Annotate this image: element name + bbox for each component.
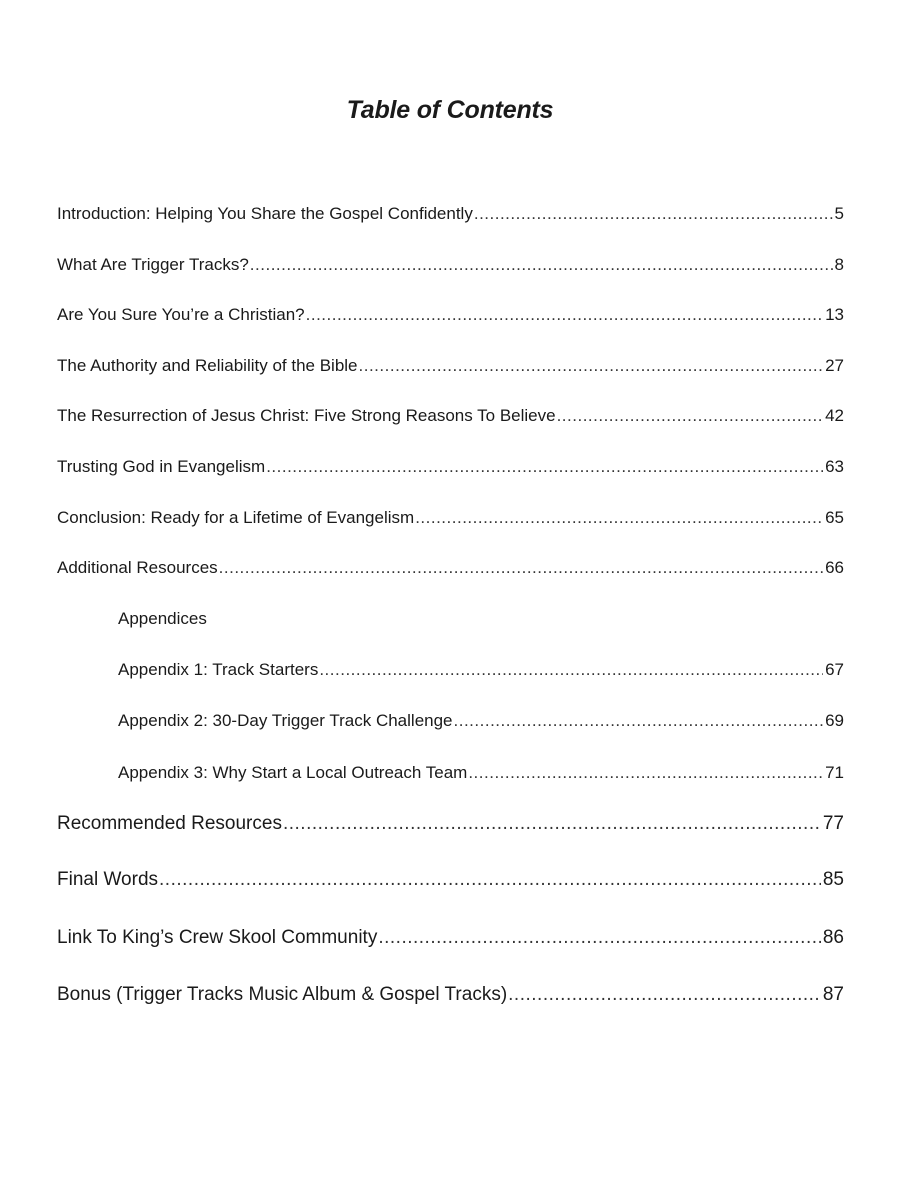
toc-entry-page: 66 <box>825 558 844 577</box>
toc-entry[interactable] <box>57 254 844 276</box>
toc-appendix-entry[interactable] <box>118 710 844 732</box>
dot-leader <box>508 984 821 1006</box>
toc-entry-page: 86 <box>822 927 844 948</box>
toc-entry-label: Additional Resources <box>57 558 218 577</box>
page-title: Table of Contents <box>346 96 554 124</box>
toc-entry-page: 27 <box>825 356 844 375</box>
toc-entry[interactable] <box>57 813 844 835</box>
toc-entry-label: What Are Trigger Tracks? <box>57 255 249 274</box>
toc-entry-page: 42 <box>825 406 844 425</box>
dot-leader <box>306 304 823 326</box>
dot-leader <box>557 405 824 427</box>
toc-entry[interactable] <box>57 507 844 529</box>
dot-leader <box>415 507 823 529</box>
toc-entry-label: The Resurrection of Jesus Christ: Five Strong Reasons To Believe <box>57 406 556 425</box>
toc-entry-label: Are You Sure You’re a Christian? <box>57 305 305 324</box>
dot-leader <box>283 813 821 835</box>
toc-entry-label: Bonus (Trigger Tracks Music Album & Gospel Tracks) <box>57 984 508 1005</box>
toc-entry-page: 63 <box>825 457 844 476</box>
toc-entry-label: Link To King’s Crew Skool Community <box>57 927 378 948</box>
toc-entry[interactable] <box>57 304 844 326</box>
dot-leader <box>454 710 824 732</box>
toc-entry-page: 5 <box>834 204 844 223</box>
dot-leader <box>219 557 823 579</box>
toc-entry[interactable] <box>57 355 844 377</box>
toc-entry-page: 8 <box>834 255 844 274</box>
toc-entry[interactable] <box>57 203 844 225</box>
toc-appendix-entry[interactable] <box>118 762 844 784</box>
appendices-heading: Appendices <box>118 609 207 628</box>
toc-entry-label: The Authority and Reliability of the Bible <box>57 356 358 375</box>
toc-entry-page: 71 <box>825 763 844 782</box>
toc-entry-label: Introduction: Helping You Share the Gospel Confidently <box>57 204 473 223</box>
toc-entry[interactable] <box>57 984 844 1006</box>
toc-entry-page: 67 <box>825 660 844 679</box>
dot-leader <box>266 456 823 478</box>
toc-entry[interactable] <box>57 927 844 949</box>
dot-leader <box>474 203 833 225</box>
toc-entry-label: Appendix 2: 30-Day Trigger Track Challenge <box>118 711 453 730</box>
toc-entry-label: Appendix 3: Why Start a Local Outreach Team <box>118 763 468 782</box>
dot-leader <box>159 869 821 891</box>
dot-leader <box>468 762 823 784</box>
toc-entry-page: 77 <box>822 813 844 834</box>
dot-leader <box>359 355 824 377</box>
toc-entry-label: Appendix 1: Track Starters <box>118 660 319 679</box>
toc-entry-page: 69 <box>825 711 844 730</box>
toc-appendix-entry[interactable] <box>118 659 844 681</box>
dot-leader <box>378 927 821 949</box>
toc-entry-label: Conclusion: Ready for a Lifetime of Evangelism <box>57 508 415 527</box>
toc-entry-page: 65 <box>825 508 844 527</box>
toc-entry-page: 13 <box>825 305 844 324</box>
toc-entry-label: Recommended Resources <box>57 813 282 834</box>
toc-entry[interactable] <box>57 869 844 891</box>
toc-entry[interactable] <box>57 456 844 478</box>
toc-entry[interactable] <box>57 557 844 579</box>
toc-entry-page: 85 <box>822 869 844 890</box>
toc-entry-label: Final Words <box>57 869 159 890</box>
toc-entry[interactable] <box>57 405 844 427</box>
toc-entry-label: Trusting God in Evangelism <box>57 457 266 476</box>
toc-entry-page: 87 <box>822 984 844 1005</box>
dot-leader <box>319 659 823 681</box>
dot-leader <box>250 254 833 276</box>
